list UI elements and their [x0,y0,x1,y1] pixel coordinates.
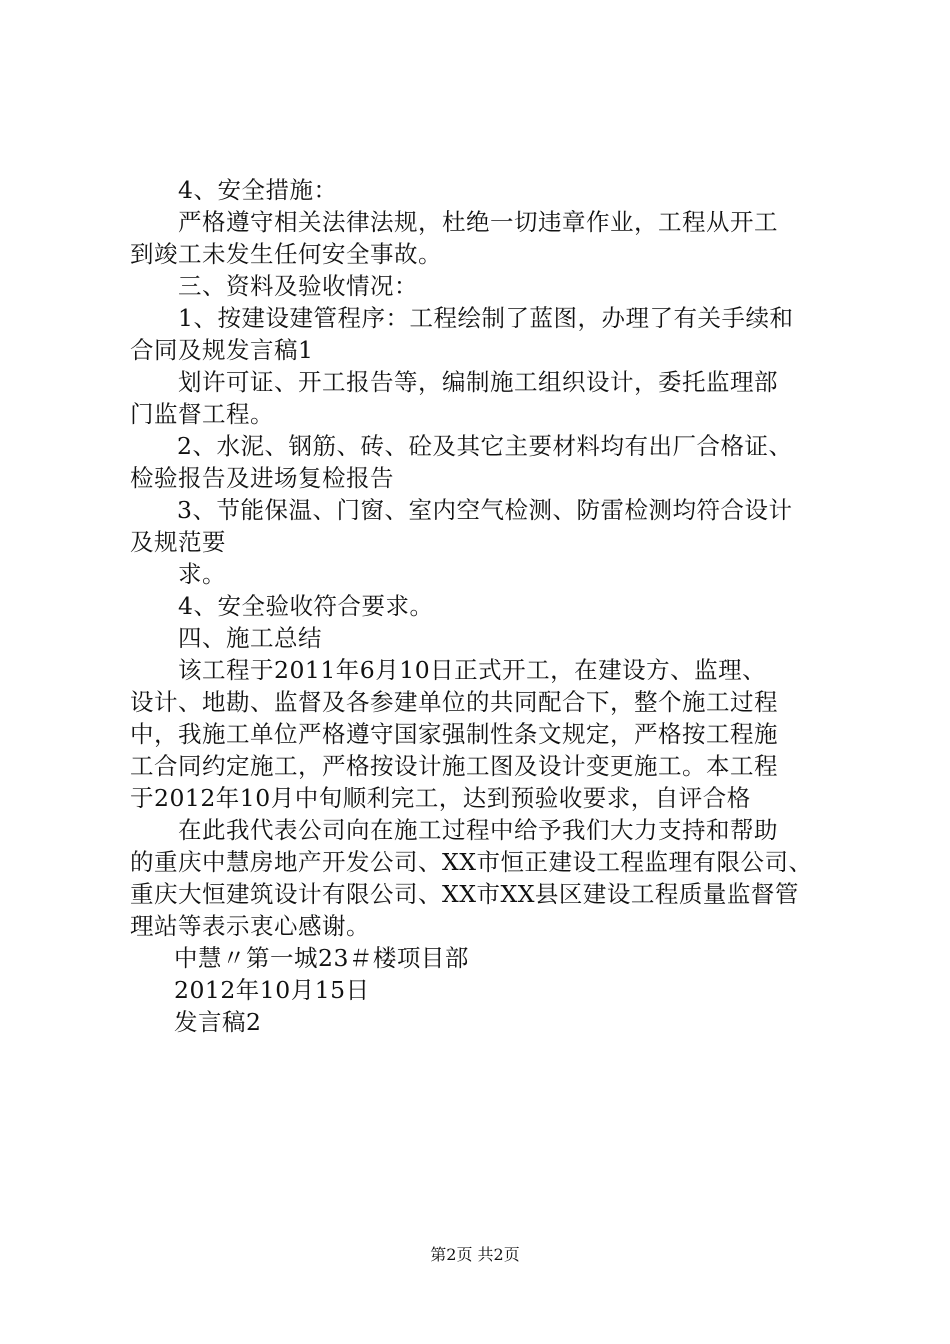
paragraph-line: 工合同约定施工，严格按设计施工图及设计变更施工。本工程 [130,752,778,780]
paragraph-line: 重庆大恒建筑设计有限公司、XX市XX县区建设工程质量监督管 [130,880,799,908]
signature-line: 中慧〃第一城23＃楼项目部 [174,944,469,972]
paragraph-line: 严格遵守相关法律法规，杜绝一切违章作业，工程从开工 [178,208,778,236]
paragraph-line: 及规范要 [130,528,226,556]
paragraph-line: 在此我代表公司向在施工过程中给予我们大力支持和帮助 [178,816,778,844]
paragraph-line: 划许可证、开工报告等，编制施工组织设计，委托监理部 [178,368,778,396]
paragraph-line: 检验报告及进场复检报告 [130,464,394,492]
paragraph-line: 设计、地勘、监督及各参建单位的共同配合下，整个施工过程 [130,688,778,716]
paragraph-line: 合同及规发言稿1 [130,336,314,364]
section-heading: 三、资料及验收情况： [178,272,418,300]
page-number-footer: 第2页 共2页 [430,1245,520,1264]
paragraph-line: 的重庆中慧房地产开发公司、XX市恒正建设工程监理有限公司、 [130,848,813,876]
paragraph-line: 1、按建设建管程序：工程绘制了蓝图，办理了有关手续和 [178,304,794,332]
paragraph-line: 发言稿2 [174,1008,262,1036]
paragraph-line: 理站等表示衷心感谢。 [130,912,370,940]
paragraph-line: 到竣工未发生任何安全事故。 [130,240,442,268]
paragraph-line: 求。 [178,560,226,588]
paragraph-line: 中，我施工单位严格遵守国家强制性条文规定，严格按工程施 [130,720,778,748]
paragraph-line: 该工程于2011年6月10日正式开工，在建设方、监理、 [178,656,767,684]
document-body [130,174,840,1038]
paragraph-line: 于2012年10月中旬顺利完工，达到预验收要求，自评合格 [130,784,751,812]
paragraph-line: 4、安全验收符合要求。 [178,592,434,620]
paragraph-line: 门监督工程。 [130,400,274,428]
section-heading: 四、施工总结 [178,624,322,652]
paragraph-line: 4、安全措施： [178,176,338,204]
date-line: 2012年10月15日 [174,976,370,1004]
paragraph-line: 2、水泥、钢筋、砖、砼及其它主要材料均有出厂合格证、 [177,432,793,460]
paragraph-line: 3、节能保温、门窗、室内空气检测、防雷检测均符合设计 [177,496,793,524]
